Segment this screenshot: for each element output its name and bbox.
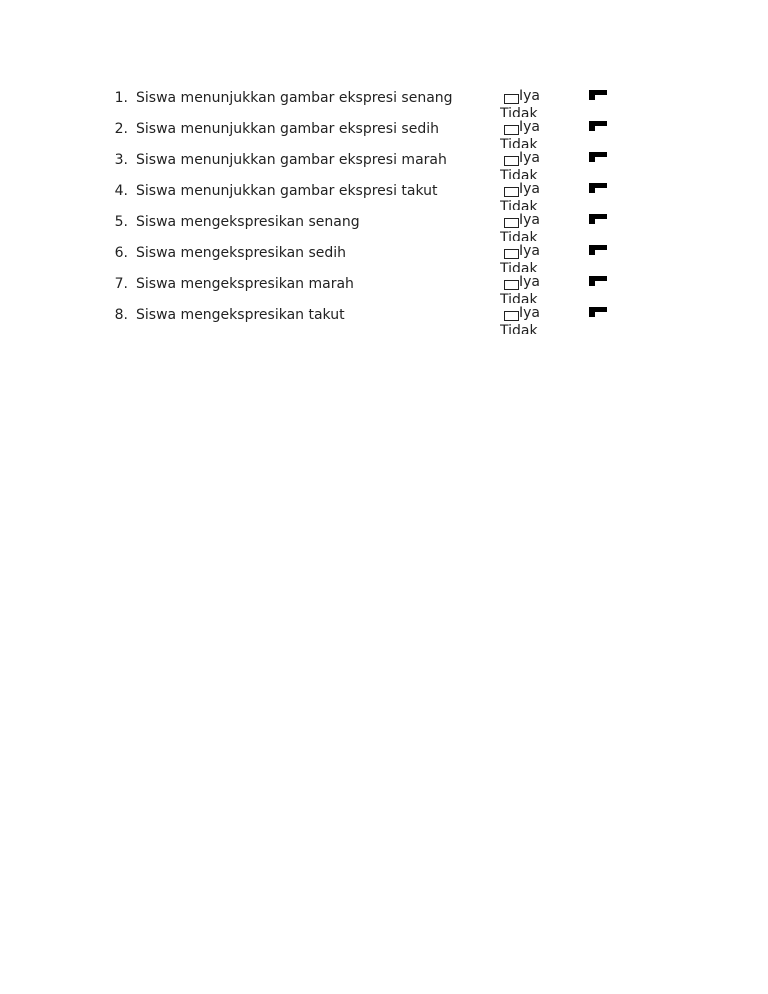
item-statement: Siswa menunjukkan gambar ekspresi marah bbox=[136, 152, 447, 168]
item-statement: Siswa menunjukkan gambar ekspresi senang bbox=[136, 90, 453, 106]
option-yes-label: Iya bbox=[519, 243, 540, 259]
broken-checkbox-icon[interactable] bbox=[589, 276, 607, 286]
list-item bbox=[0, 241, 768, 272]
checkbox-icon[interactable] bbox=[504, 156, 519, 166]
item-statement: Siswa mengekspresikan senang bbox=[136, 214, 360, 230]
questionnaire-list bbox=[0, 86, 768, 334]
checkbox-icon[interactable] bbox=[504, 280, 519, 290]
broken-checkbox-icon[interactable] bbox=[589, 307, 607, 317]
item-statement: Siswa mengekspresikan marah bbox=[136, 276, 354, 292]
list-item bbox=[0, 272, 768, 303]
option-yes-label: Iya bbox=[519, 274, 540, 290]
option-yes-label: Iya bbox=[519, 88, 540, 104]
option-yes-label: Iya bbox=[519, 119, 540, 135]
item-statement: Siswa menunjukkan gambar ekspresi takut bbox=[136, 183, 438, 199]
list-item bbox=[0, 86, 768, 117]
broken-checkbox-icon[interactable] bbox=[589, 245, 607, 255]
checkbox-icon[interactable] bbox=[504, 125, 519, 135]
list-item bbox=[0, 148, 768, 179]
option-yes-label: Iya bbox=[519, 181, 540, 197]
item-number: 7. bbox=[114, 276, 128, 292]
list-item bbox=[0, 303, 768, 334]
broken-checkbox-icon[interactable] bbox=[589, 214, 607, 224]
broken-checkbox-icon[interactable] bbox=[589, 90, 607, 100]
option-no-label: Tidak bbox=[500, 137, 538, 148]
item-number: 4. bbox=[114, 183, 128, 199]
broken-checkbox-icon[interactable] bbox=[589, 183, 607, 193]
option-yes-label: Iya bbox=[519, 212, 540, 228]
option-no-label: Tidak bbox=[500, 261, 538, 272]
list-item bbox=[0, 117, 768, 148]
option-no-label: Tidak bbox=[500, 199, 538, 210]
checkbox-icon[interactable] bbox=[504, 94, 519, 104]
item-number: 5. bbox=[114, 214, 128, 230]
item-number: 1. bbox=[114, 90, 128, 106]
broken-checkbox-icon[interactable] bbox=[589, 121, 607, 131]
checkbox-icon[interactable] bbox=[504, 187, 519, 197]
list-item bbox=[0, 179, 768, 210]
item-number: 3. bbox=[114, 152, 128, 168]
checkbox-icon[interactable] bbox=[504, 249, 519, 259]
item-statement: Siswa mengekspresikan takut bbox=[136, 307, 345, 323]
item-statement: Siswa menunjukkan gambar ekspresi sedih bbox=[136, 121, 439, 137]
option-no-label: Tidak bbox=[500, 230, 538, 241]
option-no-label: Tidak bbox=[500, 168, 538, 179]
item-number: 2. bbox=[114, 121, 128, 137]
list-item bbox=[0, 210, 768, 241]
item-statement: Siswa mengekspresikan sedih bbox=[136, 245, 347, 261]
item-number: 6. bbox=[114, 245, 128, 261]
broken-checkbox-icon[interactable] bbox=[589, 152, 607, 162]
checkbox-icon[interactable] bbox=[504, 311, 519, 321]
option-yes-label: Iya bbox=[519, 150, 540, 166]
item-number: 8. bbox=[114, 307, 128, 323]
option-no-label: Tidak bbox=[500, 323, 538, 334]
option-no-label: Tidak bbox=[500, 106, 538, 117]
option-yes-label: Iya bbox=[519, 305, 540, 321]
checkbox-icon[interactable] bbox=[504, 218, 519, 228]
option-no-label: Tidak bbox=[500, 292, 538, 303]
